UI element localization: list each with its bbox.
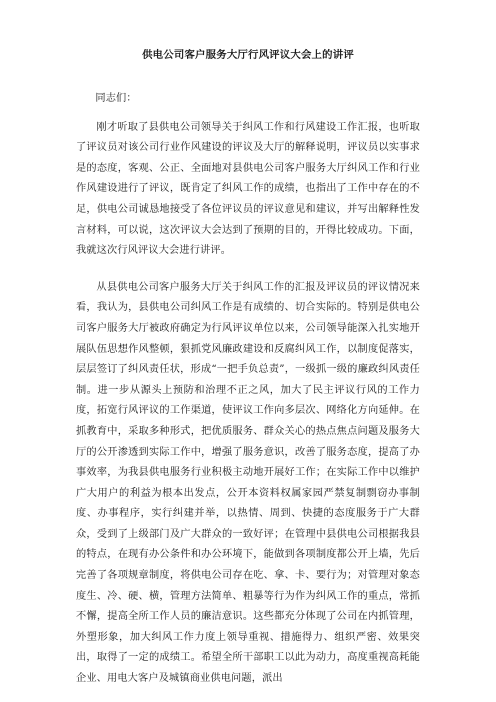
salutation: 同志们： xyxy=(95,93,137,104)
document-title: 供电公司客户服务大厅行风评议大会上的讲评 xyxy=(142,49,354,61)
paragraph-2: 从县供电公司客户服务大厅关于纠风工作的汇报及评议员的评议情况来看，我认为，县供电公司纠风工作是有成绩的、切合实际的。特别是供电公司客户服务大厅被政府确定为行风评议单位以来，公司领导能深入扎实地开展队伍思想作风整顿，狠抓党风廉政建设和反腐纠风工作，以制度促落实，层层签订了纠风责任状，形成“一把手负总责”，一级抓一级的廉政纠风责任制。进一步从源头上预防和治理不正之风，加大了民主评议行风的工作力度，拓宽行风评议的工作渠道，使评议工作向多层次、网络化方向延伸。在抓教育中，采取多种形式，把优质服务、群众关心的热点焦点问题及服务大厅的公开渗透到实际工作中，增强了服务意识，改善了服务态度，提高了办事效率，为我县供电服务行业积极主动地开展好工作；在实际工作中以维护广大用户的利益为根本出发点，公开本资料权属家园严禁复制剽窃办事制度、办事程序，实行纠建并举，以热情、周到、快捷的态度服务于广大群众，受到了上级部门及广大群众的一致好评；在管理中县供电公司根据我县的特点，在现有办公条件和办公环境下，能做到各项制度都公开上墙，先后完善了各项规章制度，将供电公司存在吃、拿、卡、要行为；对管理对象态度生、冷、硬、横，管理方法简单、粗暴等行为作为纠风工作的重点，常抓不懈，提高全所工作人员的廉洁意识。这些都充分体现了公司在内抓管理，外塑形象，加大纠风工作力度上领导重视、措施得力、组织严密、效果突出，取得了一定的成绩工。希望全所干部职工以此为动力，高度重视高耗能企业、用电大客户及城镇商业供电问题，派出 xyxy=(76,281,420,685)
paragraph-1: 刚才听取了县供电公司领导关于纠风工作和行风建设工作汇报，也听取了评议员对该公司行业作风建设的评议及大厅的解释说明，评议员以实事求是的态度，客观、公正、全面地对县供电公司客户服务大厅纠风工作和行业作风建设进行了评议，既肯定了纠风工作的成绩，也指出了工作中存在的不足，供电公司诚恳地接受了各位评议员的评议意见和建议，并写出解释性发言材料，可以说，这次评议大会达到了预期的目的，开得比较成功。下面，我就这次行风评议大会进行讲评。 xyxy=(76,121,420,257)
